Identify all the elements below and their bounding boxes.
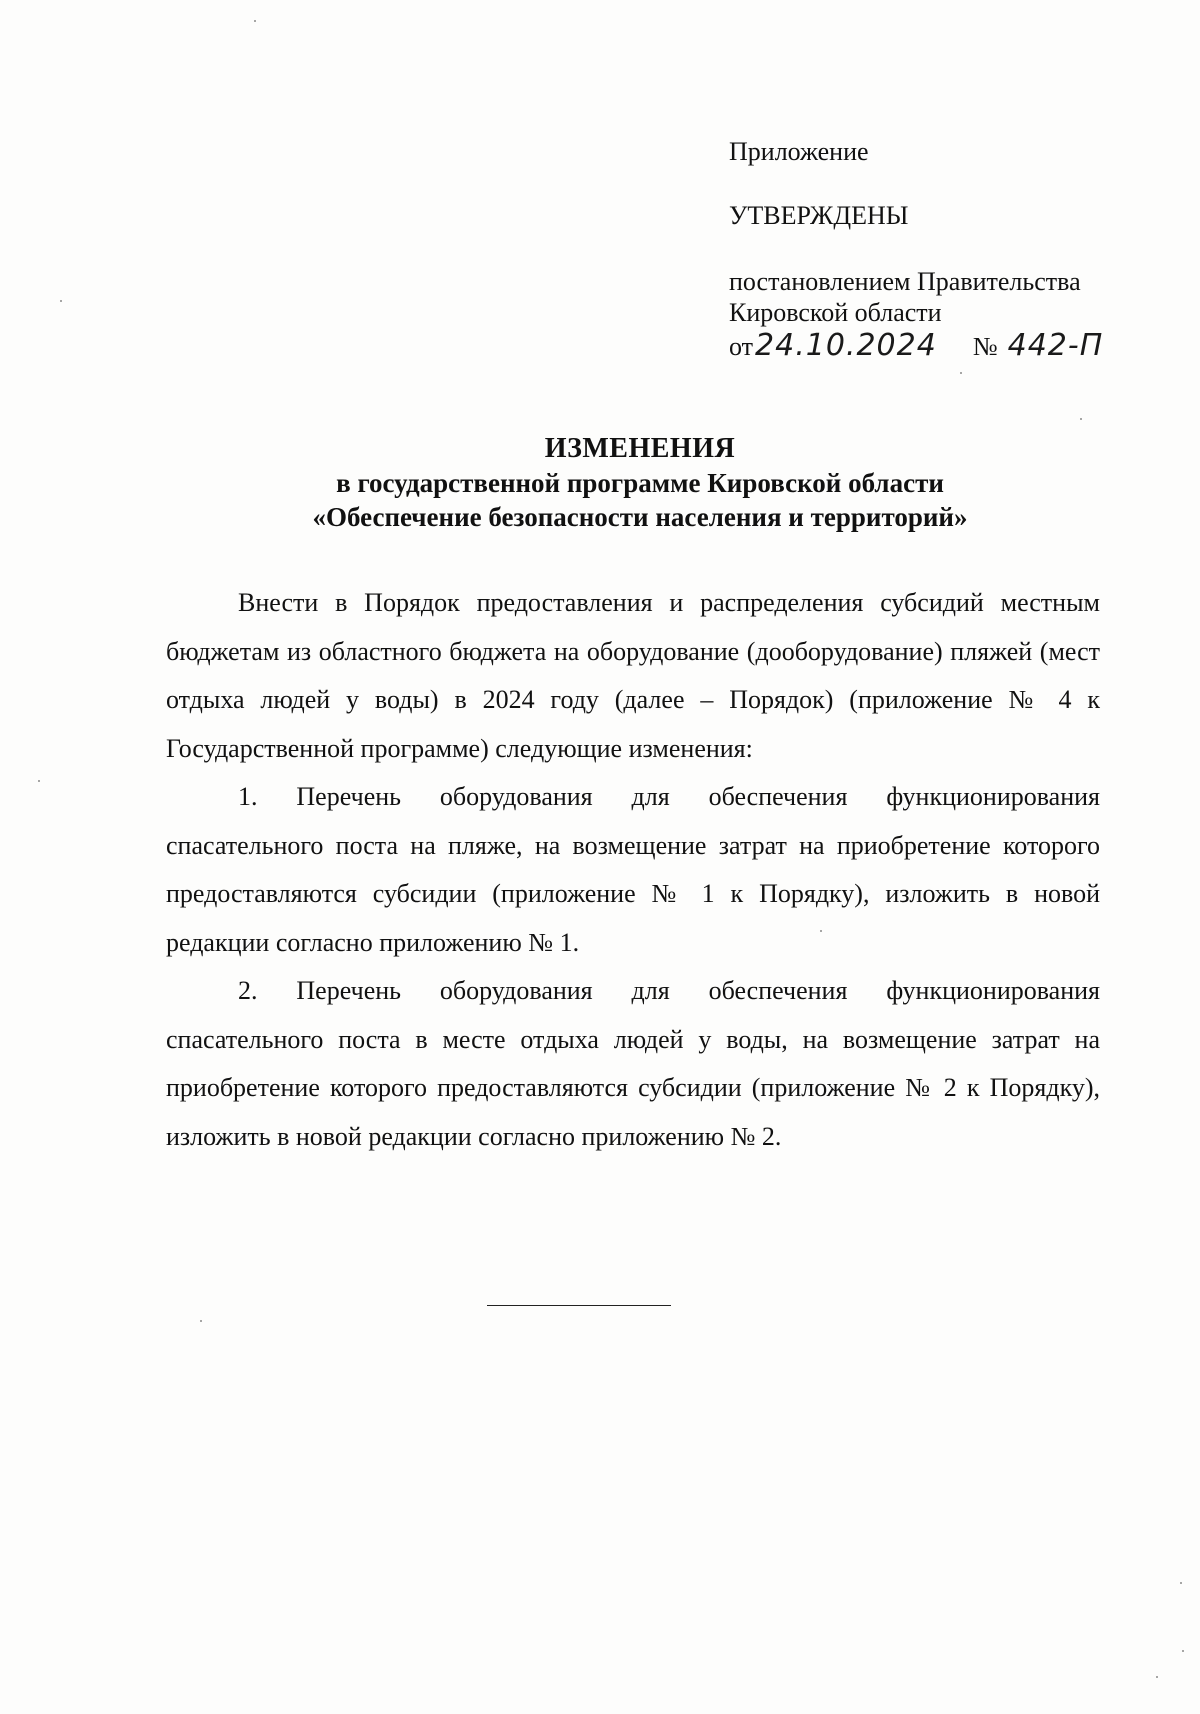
decree-line-2: Кировской области <box>729 298 942 327</box>
approved-label: УТВЕРЖДЕНЫ <box>729 201 909 230</box>
scan-speck <box>254 20 256 22</box>
decree-date-number-line <box>729 330 1169 362</box>
scan-speck <box>60 300 62 302</box>
scan-speck <box>38 780 40 782</box>
from-prefix: от <box>729 332 754 361</box>
intro-paragraph: Внести в Порядок предоставления и распределения субсидий местным бюджетам из областного бюджета на оборудование (дооборудование) пляжей (мест отдыха людей у воды) в 2024 году (далее – Порядок) (приложение № 4 к Государственной программе) следующие изменения: <box>166 588 1100 763</box>
title-line-2: в государственной программе Кировской области <box>336 468 944 498</box>
number-prefix: № <box>972 332 998 361</box>
item-1-paragraph: 1. Перечень оборудования для обеспечения функционирования спасательного поста на пляже, на возмещение затрат на приобретение которого предоставляются субсидии (приложение № 1 к Порядку), изложить в новой редакции согласно приложению № 1. <box>166 782 1100 957</box>
title-main: ИЗМЕНЕНИЯ <box>544 433 736 464</box>
approval-block <box>729 136 1169 362</box>
scan-speck <box>1156 1676 1158 1678</box>
scan-speck <box>1180 1582 1182 1584</box>
handwritten-number: 442-П <box>1007 328 1104 363</box>
title-line-3: «Обеспечение безопасности населения и территорий» <box>312 502 968 532</box>
scan-speck <box>960 372 962 374</box>
scan-speck <box>820 930 822 932</box>
document-title <box>160 432 1120 534</box>
closing-divider <box>487 1305 671 1306</box>
scan-speck <box>1182 1650 1184 1652</box>
handwritten-date: 24.10.2024 <box>755 328 937 363</box>
scan-speck <box>200 1320 202 1322</box>
item-2-paragraph: 2. Перечень оборудования для обеспечения функционирования спасательного поста в месте отдыха людей у воды, на возмещение затрат на приобретение которого предоставляются субсидии (приложение № 2 к Порядку), изложить в новой редакции согласно приложению № 2. <box>166 976 1100 1151</box>
decree-line-1: постановлением Правительства <box>729 267 1081 296</box>
appendix-label: Приложение <box>729 137 869 166</box>
scan-speck <box>1080 418 1082 420</box>
document-body <box>166 579 1100 1161</box>
